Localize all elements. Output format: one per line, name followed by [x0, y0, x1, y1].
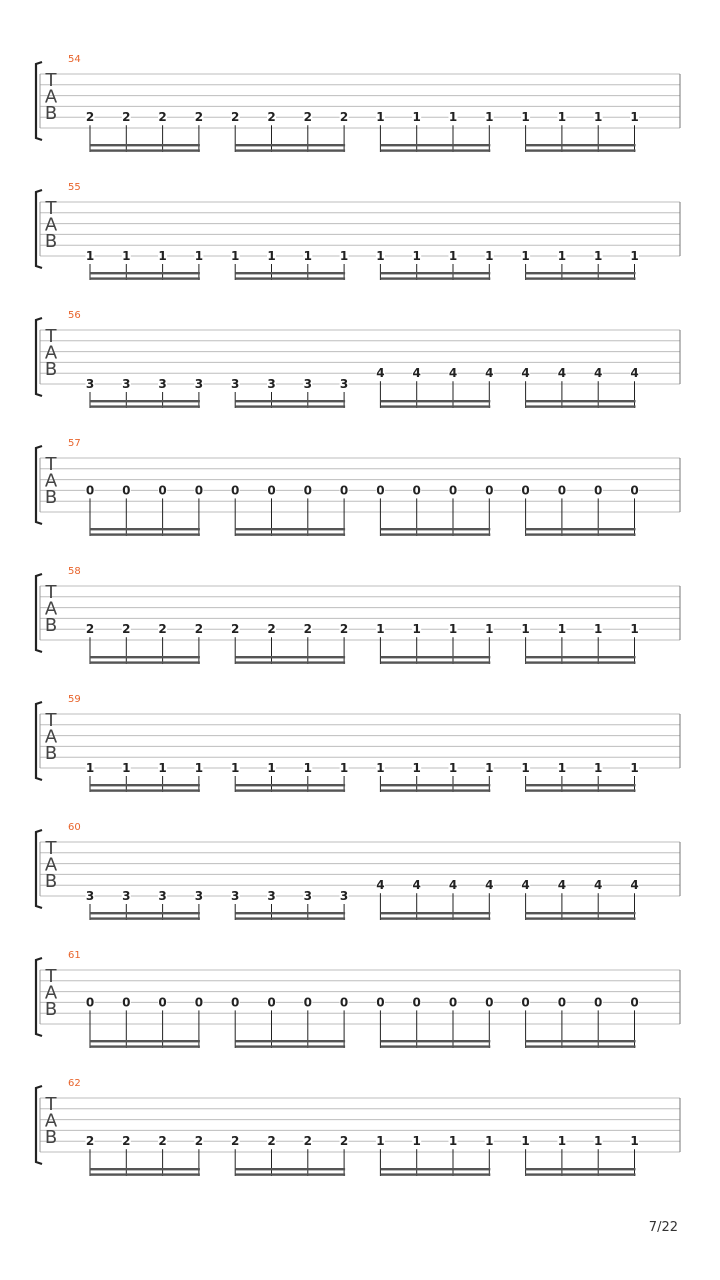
fret-number: 0	[594, 995, 603, 1010]
measure-number: 54	[68, 54, 81, 65]
fret-number: 0	[339, 995, 349, 1010]
fret-number: 0	[85, 483, 95, 498]
fret-number: 1	[122, 249, 131, 263]
beam	[90, 144, 200, 146]
fret-number: 2	[122, 622, 131, 637]
fret-number: 0	[376, 483, 385, 498]
beam	[526, 400, 636, 402]
fret-number: 0	[267, 483, 276, 498]
measure-number: 61	[68, 950, 81, 961]
fret-number: 1	[376, 761, 385, 775]
beam	[235, 661, 345, 663]
beam	[526, 661, 636, 663]
fret-number: 2	[267, 622, 276, 637]
measure-number: 59	[68, 694, 81, 705]
fret-number: 0	[194, 995, 204, 1010]
tab-clef-letter: A	[44, 854, 58, 876]
fret-number: 0	[303, 483, 312, 498]
fret-number: 0	[412, 483, 421, 498]
fret-number: 3	[194, 377, 204, 391]
fret-number: 1	[158, 761, 167, 775]
beam	[380, 1040, 490, 1042]
beam	[235, 1173, 345, 1175]
beam	[380, 533, 490, 535]
beam	[526, 656, 636, 658]
fret-number: 2	[339, 110, 349, 125]
fret-number: 1	[521, 249, 530, 263]
fret-number: 1	[303, 249, 312, 263]
fret-number: 1	[376, 249, 385, 263]
beam	[526, 1040, 636, 1042]
fret-number: 0	[231, 995, 240, 1010]
fret-number: 0	[630, 483, 639, 498]
fret-number: 1	[594, 761, 603, 775]
tab-clef-letter: T	[45, 1094, 57, 1115]
fret-number: 2	[303, 622, 312, 637]
tab-clef-letter: A	[44, 214, 58, 236]
beam	[235, 400, 345, 402]
tab-clef-letter: T	[45, 454, 57, 475]
tab-system	[36, 182, 680, 280]
fret-number: 2	[85, 1134, 95, 1149]
fret-number: 0	[557, 483, 567, 498]
fret-number: 1	[412, 622, 421, 637]
fret-number: 1	[412, 249, 421, 263]
fret-number: 1	[630, 110, 639, 125]
beam	[90, 272, 200, 274]
fret-number: 1	[376, 622, 385, 637]
fret-number: 1	[158, 249, 167, 263]
fret-number: 1	[376, 110, 385, 125]
fret-number: 2	[85, 622, 95, 637]
tab-clef-letter: T	[45, 198, 57, 219]
beam	[526, 149, 636, 151]
beam	[235, 405, 345, 407]
fret-number: 1	[485, 249, 494, 263]
beam	[380, 1173, 490, 1175]
fret-number: 3	[267, 377, 276, 391]
fret-number: 4	[448, 366, 458, 381]
beam	[526, 1168, 636, 1170]
beam	[90, 1168, 200, 1170]
beam	[380, 1168, 490, 1170]
beam	[380, 405, 490, 407]
fret-number: 3	[85, 377, 95, 391]
tab-clef-letter: A	[44, 982, 58, 1004]
fret-number: 1	[412, 761, 421, 775]
fret-number: 1	[594, 622, 603, 637]
fret-number: 2	[339, 1134, 349, 1149]
fret-number: 0	[521, 995, 530, 1010]
measure-number: 62	[68, 1078, 81, 1089]
tab-clef-letter: T	[45, 710, 57, 731]
fret-number: 1	[448, 249, 458, 263]
beam	[90, 1040, 200, 1042]
tab-clef-letter: B	[44, 743, 58, 764]
fret-number: 3	[339, 889, 349, 903]
fret-number: 1	[231, 249, 240, 263]
tab-clef-letter: B	[44, 999, 58, 1020]
tab-clef-letter: B	[44, 231, 58, 252]
beam	[90, 149, 200, 151]
fret-number: 4	[630, 878, 639, 893]
beam	[380, 656, 490, 658]
beam	[380, 784, 490, 786]
fret-number: 0	[339, 483, 349, 498]
measure-number: 57	[68, 438, 81, 449]
beam	[526, 784, 636, 786]
beam	[90, 661, 200, 663]
tab-system	[36, 54, 680, 152]
fret-number: 3	[303, 377, 312, 391]
tab-clef-letter: T	[45, 966, 57, 987]
beam	[90, 656, 200, 658]
fret-number: 1	[630, 761, 639, 775]
fret-number: 4	[630, 366, 639, 381]
tab-clef-letter: B	[44, 359, 58, 380]
beam	[235, 277, 345, 279]
fret-number: 2	[122, 110, 131, 125]
fret-number: 2	[85, 110, 95, 125]
fret-number: 1	[485, 622, 494, 637]
fret-number: 4	[412, 878, 421, 893]
tab-system	[36, 950, 680, 1048]
fret-number: 0	[122, 995, 131, 1010]
fret-number: 0	[630, 995, 639, 1010]
fret-number: 2	[231, 1134, 240, 1149]
tab-clef-letter: B	[44, 1127, 58, 1148]
fret-number: 1	[557, 249, 567, 263]
beam	[526, 528, 636, 530]
fret-number: 2	[267, 110, 276, 125]
beam	[90, 533, 200, 535]
fret-number: 2	[158, 622, 167, 637]
beam	[526, 277, 636, 279]
fret-number: 1	[521, 110, 530, 125]
beam	[90, 277, 200, 279]
beam	[380, 912, 490, 914]
fret-number: 2	[158, 110, 167, 125]
beam	[526, 1045, 636, 1047]
beam	[380, 277, 490, 279]
fret-number: 1	[594, 249, 603, 263]
tab-clef-letter: T	[45, 326, 57, 347]
fret-number: 1	[85, 249, 95, 263]
beam	[235, 528, 345, 530]
fret-number: 2	[122, 1134, 131, 1149]
measure-number: 58	[68, 566, 81, 577]
tab-clef-letter: A	[44, 1110, 58, 1132]
fret-number: 0	[485, 995, 494, 1010]
beam	[526, 1173, 636, 1175]
fret-number: 3	[303, 889, 312, 903]
beam	[90, 400, 200, 402]
beam	[235, 917, 345, 919]
beam	[380, 917, 490, 919]
beam	[235, 149, 345, 151]
fret-number: 4	[485, 878, 494, 893]
beam	[90, 1173, 200, 1175]
fret-number: 1	[557, 622, 567, 637]
fret-number: 4	[448, 878, 458, 893]
beam	[526, 789, 636, 791]
fret-number: 3	[339, 377, 349, 391]
fret-number: 0	[194, 483, 204, 498]
fret-number: 4	[412, 366, 421, 381]
fret-number: 1	[521, 761, 530, 775]
tab-clef-letter: B	[44, 871, 58, 892]
fret-number: 3	[122, 377, 131, 391]
beam	[235, 784, 345, 786]
fret-number: 4	[557, 878, 567, 893]
fret-number: 0	[594, 483, 603, 498]
beam	[526, 144, 636, 146]
fret-number: 1	[521, 622, 530, 637]
tab-clef-letter: B	[44, 103, 58, 124]
fret-number: 0	[448, 995, 458, 1010]
beam	[90, 405, 200, 407]
tab-clef-letter: T	[45, 70, 57, 91]
tab-system	[36, 822, 680, 920]
beam	[90, 912, 200, 914]
fret-number: 1	[231, 761, 240, 775]
beam	[90, 789, 200, 791]
tab-system	[36, 438, 680, 536]
tab-clef-letter: A	[44, 342, 58, 364]
fret-number: 4	[521, 878, 530, 893]
fret-number: 4	[376, 366, 385, 381]
tab-system	[36, 1078, 680, 1176]
fret-number: 2	[303, 110, 312, 125]
fret-number: 1	[267, 249, 276, 263]
fret-number: 1	[557, 1134, 567, 1149]
fret-number: 0	[122, 483, 131, 498]
fret-number: 0	[158, 995, 167, 1010]
beam	[380, 1045, 490, 1047]
fret-number: 1	[485, 1134, 494, 1149]
fret-number: 1	[630, 1134, 639, 1149]
fret-number: 3	[85, 889, 95, 903]
beam	[380, 789, 490, 791]
beam	[380, 272, 490, 274]
fret-number: 0	[485, 483, 494, 498]
fret-number: 4	[485, 366, 494, 381]
tab-clef-letter: T	[45, 582, 57, 603]
beam	[235, 789, 345, 791]
beam	[380, 144, 490, 146]
beam	[90, 1045, 200, 1047]
fret-number: 1	[521, 1134, 530, 1149]
fret-number: 4	[594, 366, 603, 381]
fret-number: 1	[448, 1134, 458, 1149]
fret-number: 0	[412, 995, 421, 1010]
fret-number: 4	[557, 366, 567, 381]
beam	[235, 656, 345, 658]
fret-number: 1	[485, 110, 494, 125]
fret-number: 2	[194, 110, 204, 125]
tab-clef-letter: A	[44, 86, 58, 108]
fret-number: 4	[376, 878, 385, 893]
fret-number: 3	[267, 889, 276, 903]
fret-number: 1	[448, 761, 458, 775]
fret-number: 1	[630, 249, 639, 263]
fret-number: 1	[557, 761, 567, 775]
beam	[90, 917, 200, 919]
fret-number: 3	[122, 889, 131, 903]
beam	[235, 912, 345, 914]
fret-number: 1	[376, 1134, 385, 1149]
beam	[380, 661, 490, 663]
fret-number: 0	[557, 995, 567, 1010]
fret-number: 0	[231, 483, 240, 498]
fret-number: 1	[194, 249, 204, 263]
fret-number: 2	[339, 622, 349, 637]
fret-number: 2	[303, 1134, 312, 1149]
fret-number: 4	[594, 878, 603, 893]
fret-number: 0	[85, 995, 95, 1010]
fret-number: 1	[594, 1134, 603, 1149]
beam	[90, 528, 200, 530]
fret-number: 2	[194, 622, 204, 637]
fret-number: 1	[122, 761, 131, 775]
beam	[235, 1040, 345, 1042]
fret-number: 0	[303, 995, 312, 1010]
fret-number: 3	[231, 377, 240, 391]
beam	[235, 272, 345, 274]
beam	[235, 144, 345, 146]
fret-number: 0	[448, 483, 458, 498]
fret-number: 1	[303, 761, 312, 775]
tab-system	[36, 566, 680, 664]
beam	[380, 528, 490, 530]
fret-number: 3	[231, 889, 240, 903]
fret-number: 2	[267, 1134, 276, 1149]
beam	[380, 149, 490, 151]
tab-clef-letter: B	[44, 487, 58, 508]
fret-number: 1	[557, 110, 567, 125]
fret-number: 1	[339, 761, 349, 775]
beam	[526, 405, 636, 407]
tab-clef-letter: A	[44, 470, 58, 492]
fret-number: 2	[194, 1134, 204, 1149]
beam	[526, 917, 636, 919]
tab-clef-letter: A	[44, 726, 58, 748]
fret-number: 1	[412, 110, 421, 125]
fret-number: 1	[448, 110, 458, 125]
fret-number: 1	[267, 761, 276, 775]
fret-number: 3	[158, 377, 167, 391]
tab-system	[36, 694, 680, 792]
tab-clef-letter: A	[44, 598, 58, 620]
fret-number: 4	[521, 366, 530, 381]
beam	[526, 533, 636, 535]
fret-number: 1	[630, 622, 639, 637]
fret-number: 1	[485, 761, 494, 775]
beam	[235, 533, 345, 535]
beam	[235, 1045, 345, 1047]
fret-number: 1	[594, 110, 603, 125]
fret-number: 1	[448, 622, 458, 637]
fret-number: 0	[267, 995, 276, 1010]
tab-clef-letter: T	[45, 838, 57, 859]
fret-number: 0	[521, 483, 530, 498]
fret-number: 1	[194, 761, 204, 775]
measure-number: 55	[68, 182, 81, 193]
tab-clef-letter: B	[44, 615, 58, 636]
measure-number: 56	[68, 310, 81, 321]
beam	[380, 400, 490, 402]
page-number: 7/22	[648, 1220, 678, 1235]
beam	[90, 784, 200, 786]
fret-number: 1	[339, 249, 349, 263]
beam	[235, 1168, 345, 1170]
fret-number: 0	[376, 995, 385, 1010]
fret-number: 2	[158, 1134, 167, 1149]
fret-number: 2	[231, 110, 240, 125]
fret-number: 2	[231, 622, 240, 637]
tab-system	[36, 310, 680, 408]
fret-number: 0	[158, 483, 167, 498]
fret-number: 3	[158, 889, 167, 903]
measure-number: 60	[68, 822, 81, 833]
fret-number: 3	[194, 889, 204, 903]
fret-number: 1	[412, 1134, 421, 1149]
beam	[526, 912, 636, 914]
fret-number: 1	[85, 761, 95, 775]
beam	[526, 272, 636, 274]
